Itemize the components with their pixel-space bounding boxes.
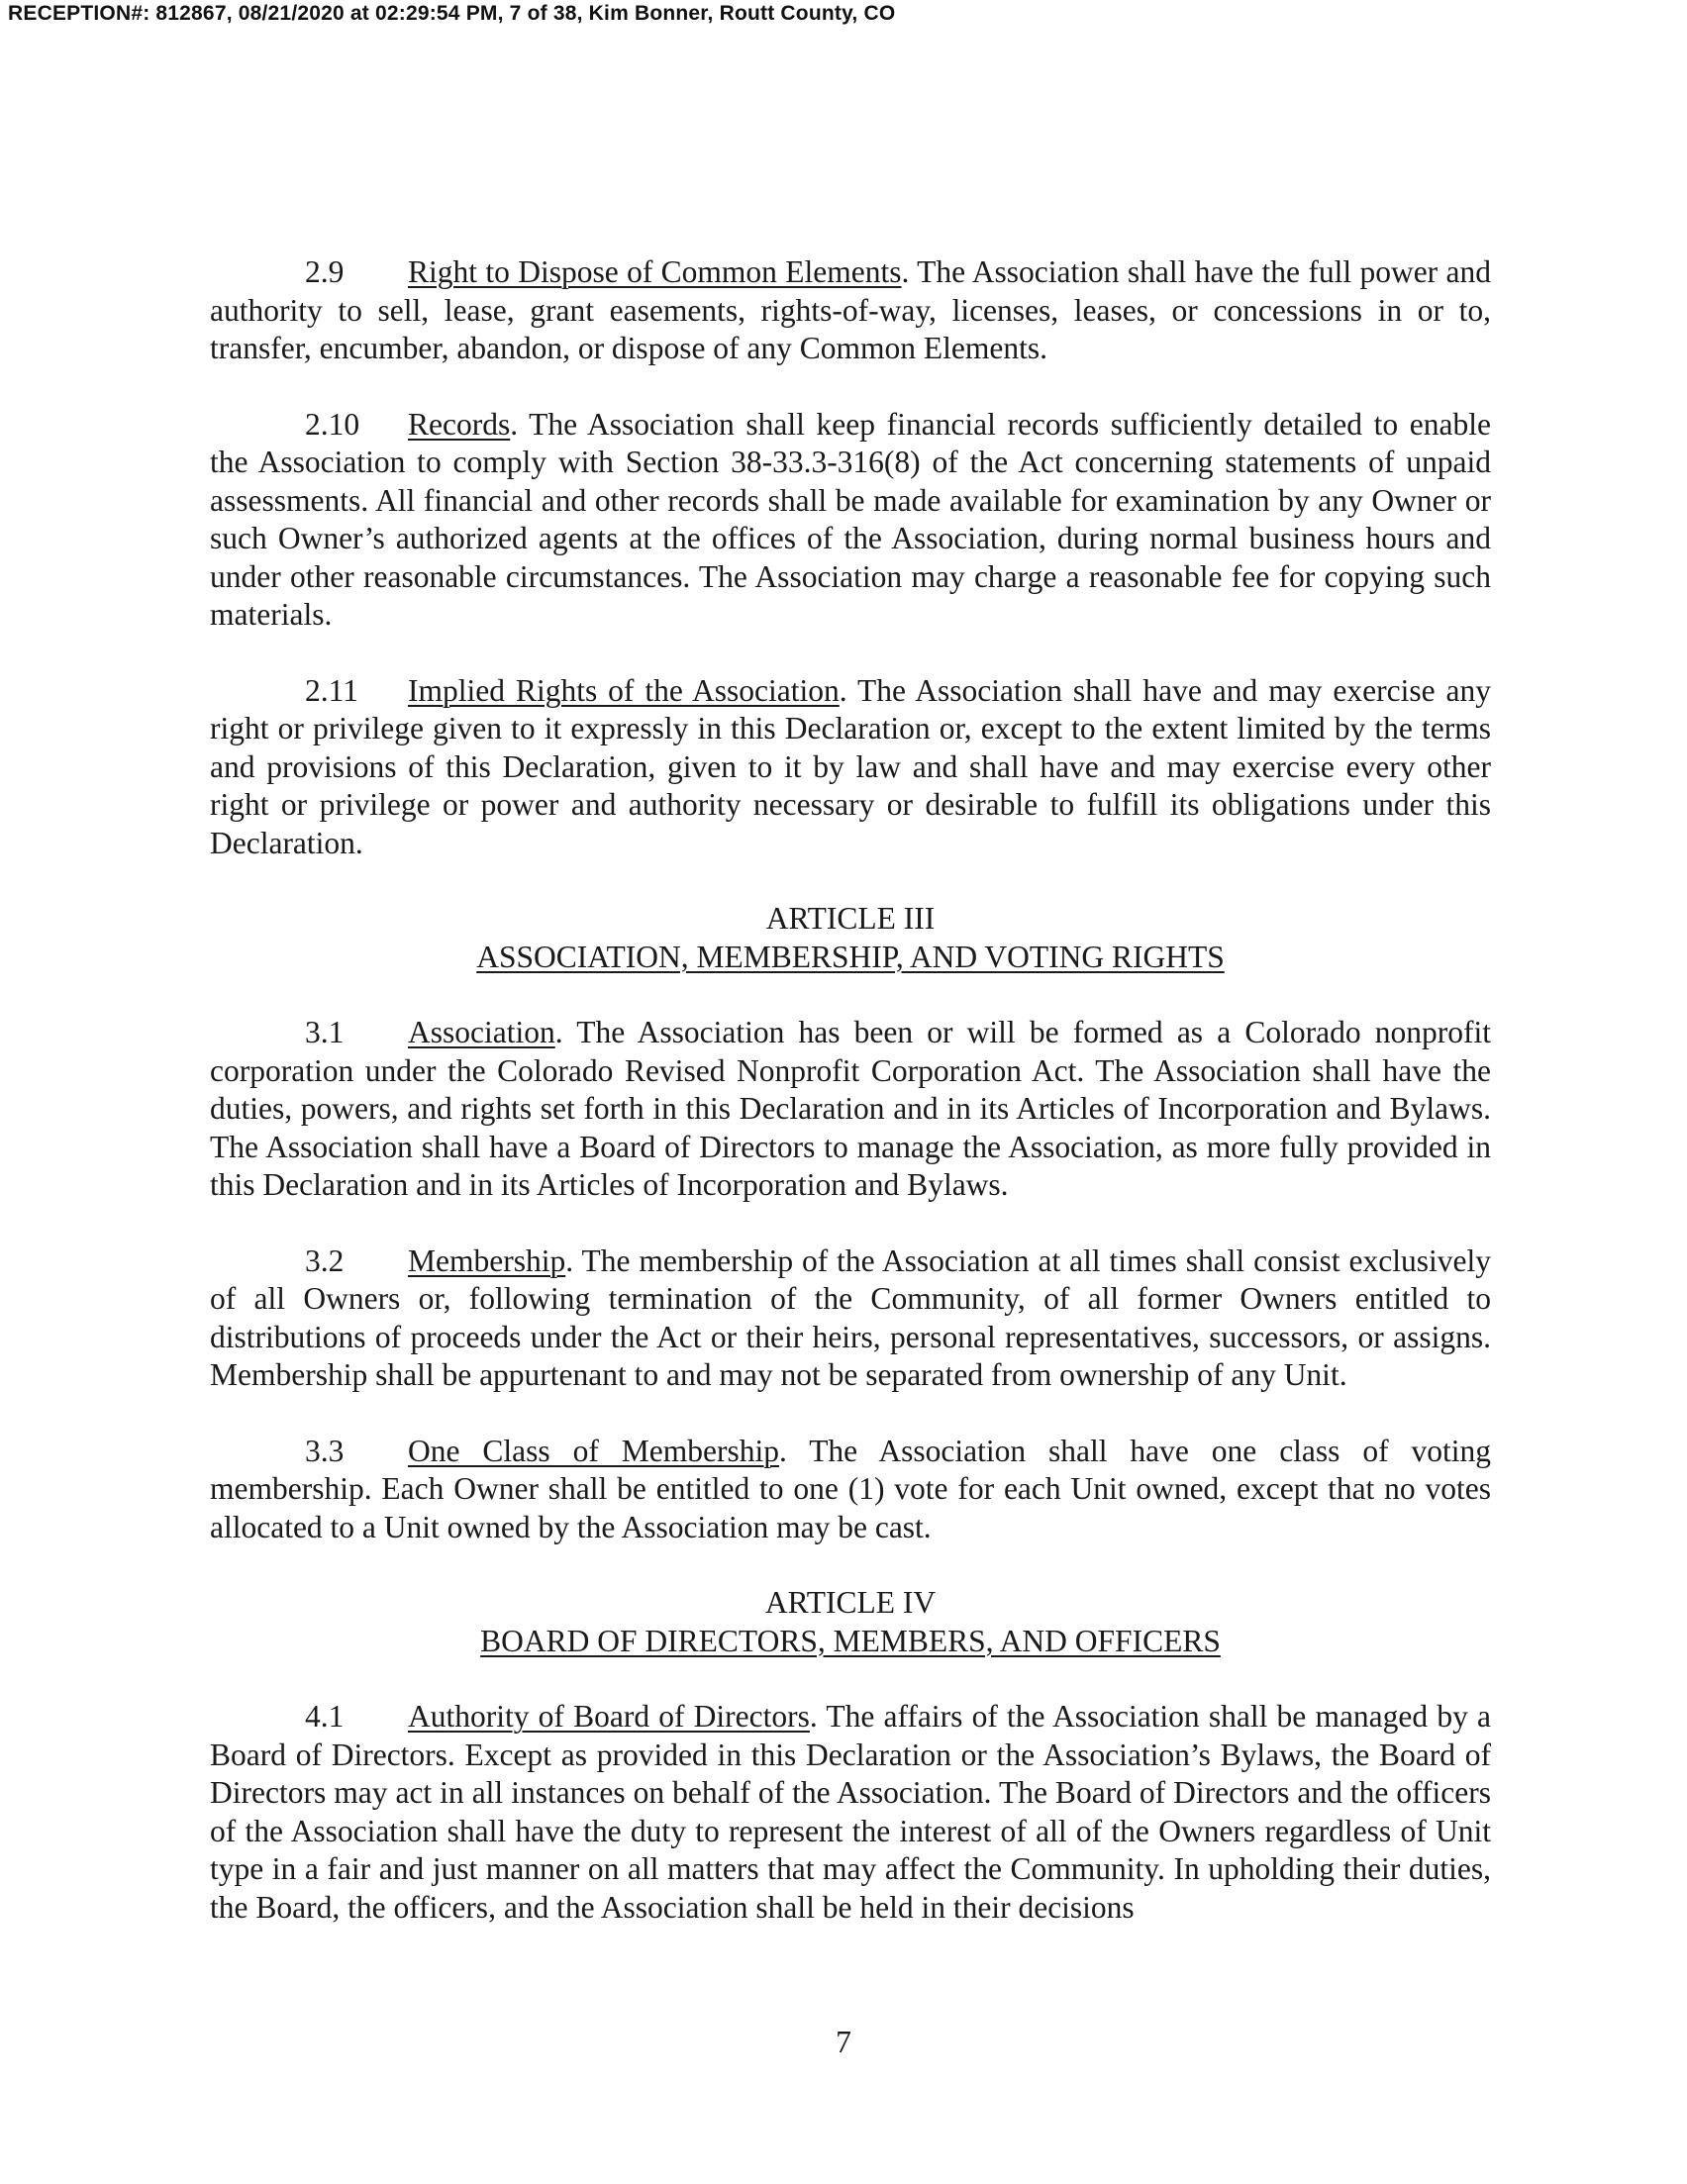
section-3-2 <box>210 1242 1491 1395</box>
section-3-3 <box>210 1433 1491 1547</box>
section-heading: Authority of Board of Directors <box>408 1699 810 1734</box>
article-title: BOARD OF DIRECTORS, MEMBERS, AND OFFICERS <box>480 1623 1221 1658</box>
section-number: 2.10 <box>305 406 360 442</box>
section-number: 3.3 <box>305 1433 345 1468</box>
article-title: ASSOCIATION, MEMBERSHIP, AND VOTING RIGHTS <box>476 939 1225 974</box>
section-2-11 <box>210 672 1491 863</box>
section-number: 3.1 <box>305 1015 345 1049</box>
section-text: . The Association shall have the full power and authority to sell, lease, grant easements, rights-of-way, licenses, leases, or concessions in or to, transfer, encumber, abandon, or dispose of any Common Elements. <box>210 254 1491 365</box>
section-heading: One Class of Membership <box>408 1433 779 1468</box>
document-body <box>210 253 1491 1964</box>
section-number: 2.11 <box>305 672 358 708</box>
section-text: . The membership of the Association at all times shall consist exclusively of all Owners or, following termination of the Community, of all former Owners entitled to distributions of proceeds under the Act or their heirs, personal representatives, successors, or assigns. Membership shall be appurtenant to and may not be separated from ownership of any Unit. <box>210 1242 1491 1392</box>
article-4-heading <box>210 1584 1491 1660</box>
section-number: 3.2 <box>305 1242 345 1278</box>
section-number: 4.1 <box>305 1699 345 1734</box>
section-text: . The Association shall have one class of voting membership. Each Owner shall be entitled to one (1) vote for each Unit owned, except that no votes allocated to a Unit owned by the Association may be cast. <box>210 1433 1492 1544</box>
article-3-heading <box>210 900 1491 976</box>
section-text: . The Association shall keep financial records sufficiently detailed to enable the Association to comply with Section 38-33.3-316(8) of the Act concerning statements of unpaid assessments. All financial and other records shall be made available for examination by any Owner or such Owner’s authorized agents at the offices of the Association, during normal business hours and under other reasonable circumstances. The Association may charge a reasonable fee for copying such materials. <box>210 406 1491 632</box>
article-label: ARTICLE III <box>765 901 936 936</box>
recording-stamp: RECEPTION#: 812867, 08/21/2020 at 02:29:54 PM, 7 of 38, Kim Bonner, Routt County, CO <box>8 2 896 25</box>
section-heading: Right to Dispose of Common Elements <box>408 254 902 289</box>
section-heading: Membership <box>408 1242 566 1278</box>
section-4-1 <box>210 1698 1491 1927</box>
section-3-1 <box>210 1014 1491 1205</box>
section-heading: Association <box>408 1015 555 1049</box>
page-number: 7 <box>836 2025 851 2059</box>
section-2-10 <box>210 406 1491 635</box>
section-text: . The Association has been or will be formed as a Colorado nonprofit corporation under the Colorado Revised Nonprofit Corporation Act. The Association shall have the duties, powers, and rights set forth in this Declaration and in its Articles of Incorporation and Bylaws. The Association shall have a Board of Directors to manage the Association, as more fully provided in this Declaration and in its Articles of Incorporation and Bylaws. <box>210 1015 1491 1202</box>
section-number: 2.9 <box>305 254 345 289</box>
section-text: . The affairs of the Association shall be managed by a Board of Directors. Except as provided in this Declaration or the Association’s Bylaws, the Board of Directors may act in all instances on behalf of the Association. The Board of Directors and the officers of the Association shall have the duty to represent the interest of all of the Owners regardless of Unit type in a fair and just manner on all matters that may affect the Community. In upholding their duties, the Board, the officers, and the Association shall be held in their decisions <box>210 1699 1491 1925</box>
section-heading: Records <box>408 406 511 442</box>
article-label: ARTICLE IV <box>764 1585 937 1620</box>
section-2-9 <box>210 253 1491 368</box>
section-heading: Implied Rights of the Association <box>408 672 840 708</box>
section-text: . The Association shall have and may exercise any right or privilege given to it expressly in this Declaration or, except to the extent limited by the terms and provisions of this Declaration, given to it by law and shall have and may exercise every other right or privilege or power and authority necessary or desirable to fulfill its obligations under this Declaration. <box>210 672 1491 860</box>
